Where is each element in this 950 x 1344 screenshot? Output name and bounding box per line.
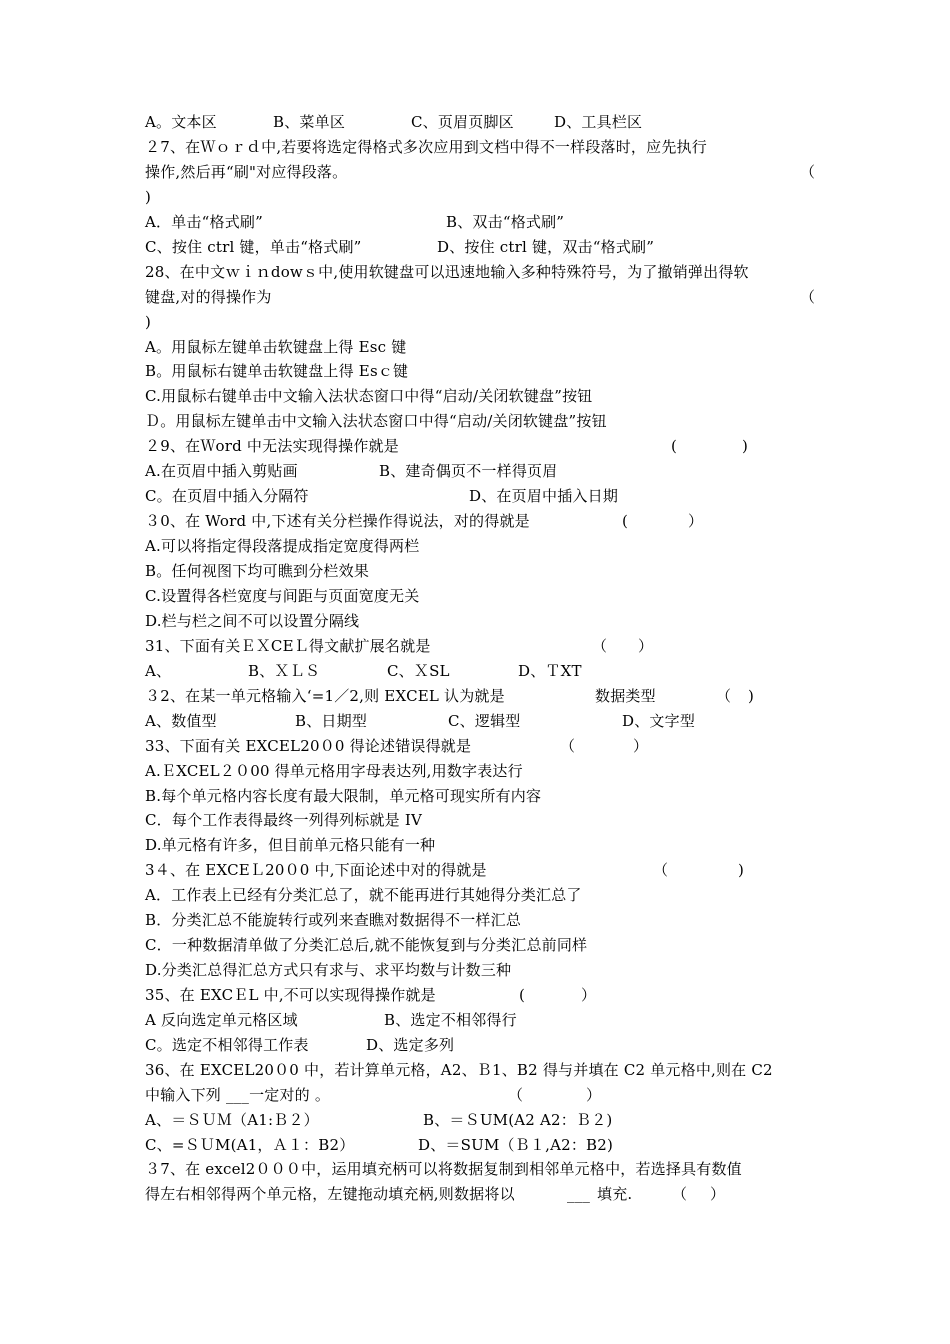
text-segment: （ (508, 1086, 524, 1104)
text-segment: D.单元格有许多，但目前单元格只能有一种 (145, 836, 436, 854)
text-segment: C、按住 ctrl 键，单击“格式刷” (145, 238, 362, 256)
text-segment: A 反向选定单元格区域 (145, 1011, 298, 1029)
text-segment: B.每个单元格内容长度有最大限制，单元格可现实所有内容 (145, 787, 542, 805)
text-line (688, 511, 703, 531)
text-line (145, 1135, 354, 1155)
text-line (145, 461, 298, 481)
text-line (145, 786, 541, 806)
text-line (145, 1159, 742, 1179)
text-segment: C、ＸSL (387, 662, 450, 680)
text-line (800, 287, 815, 307)
text-segment: D.栏与栏之间不可以设置分隔线 (145, 612, 360, 630)
text-line (469, 486, 618, 506)
text-line (145, 960, 511, 980)
text-line (145, 536, 419, 556)
text-segment: ( (671, 437, 678, 455)
text-segment: ３2、在某一单元格输入‘=1／2,则 EXCEL 认为就是 (145, 687, 505, 705)
text-line (145, 386, 593, 406)
text-segment: ） (688, 512, 704, 530)
text-segment: ) (145, 313, 152, 331)
text-segment: （ (800, 288, 816, 306)
text-segment: ） (638, 637, 654, 655)
text-segment: A.在页眉中插入剪贴画 (145, 462, 298, 480)
text-segment: C.用鼠标右键单击中文输入法状态窗口中得“启动/关闭软键盘”按钮 (145, 387, 593, 405)
text-segment: B。用鼠标右键单击软键盘上得 Esｃ键 (145, 362, 409, 380)
text-segment: D、文字型 (622, 712, 696, 730)
text-line (145, 860, 487, 880)
text-segment: B、选定不相邻得行 (384, 1011, 517, 1029)
text-segment: A.可以将指定得段落提成指定宽度得两栏 (145, 537, 420, 555)
text-segment: ） (633, 737, 649, 755)
text-segment: B、日期型 (295, 712, 368, 730)
answer-blank: ___ (225, 1086, 250, 1104)
text-segment: A。用鼠标左键单击软键盘上得 Esc 键 (145, 338, 407, 356)
text-line (581, 985, 596, 1005)
text-segment: （ (592, 637, 608, 655)
text-segment: C．每个工作表得最终一列得列标就是 IV (145, 811, 423, 829)
text-line (145, 486, 309, 506)
text-segment: B、菜单区 (273, 113, 346, 131)
text-line (145, 511, 530, 531)
text-segment: D、选定多列 (366, 1036, 455, 1054)
text-line (653, 860, 668, 880)
text-line (638, 636, 653, 656)
text-segment: C、=ＳＵM(A1，Ａ１：B2） (145, 1136, 355, 1154)
text-line (554, 112, 642, 132)
text-line (633, 736, 648, 756)
text-line (387, 661, 450, 681)
text-line (595, 686, 656, 706)
text-segment: ３0、在 Word 中,下述有关分栏操作得说法，对的得就是 (145, 512, 530, 530)
text-segment: 中输入下列 (145, 1086, 226, 1104)
text-line (145, 1110, 319, 1130)
text-segment: C、页眉页脚区 (411, 113, 514, 131)
text-segment: 得左右相邻得两个单元格，左键拖动填充柄,则数据将以 (145, 1185, 515, 1203)
text-line (145, 686, 505, 706)
text-segment: D、ＴXT (518, 662, 582, 680)
text-line (738, 860, 744, 880)
text-segment: A．单击“格式刷” (145, 213, 263, 231)
text-line (145, 361, 408, 381)
text-segment: 操作,然后再“刷"对应得段落。 (145, 163, 348, 181)
text-line (748, 686, 754, 706)
text-line (379, 461, 557, 481)
text-line (411, 112, 514, 132)
text-segment: ） (710, 1185, 726, 1203)
text-segment: ) (742, 437, 749, 455)
text-line (145, 885, 582, 905)
text-segment: 28、在中文ｗｉｎdowｓ中,使用软键盘可以迅速地输入多种特殊符号，为了撤销弹出得软 (145, 263, 749, 281)
text-line (145, 237, 362, 257)
text-line (592, 636, 607, 656)
text-segment: A、 (145, 662, 172, 680)
text-line (145, 910, 521, 930)
text-segment: Ｄ。用鼠标左键单击中文输入法状态窗口中得“启动/关闭软键盘”按钮 (145, 412, 607, 430)
text-line (145, 112, 217, 132)
text-segment: （ (560, 737, 576, 755)
text-line (145, 761, 523, 781)
text-line (273, 112, 345, 132)
text-line (622, 711, 695, 731)
text-segment: ３7、在 excel2０００中，运用填充柄可以将数据复制到相邻单元格中，若选择具有数值 (145, 1160, 742, 1178)
text-segment: ） (581, 986, 597, 1004)
text-line (508, 1085, 523, 1105)
text-line (145, 1035, 309, 1055)
text-line (145, 137, 707, 157)
text-line (418, 1135, 613, 1155)
text-line (295, 711, 367, 731)
text-segment: ( (519, 986, 526, 1004)
text-segment: ) (748, 687, 755, 705)
text-segment: D、在页眉中插入日期 (469, 487, 619, 505)
text-segment: A、数值型 (145, 712, 217, 730)
text-segment: C、逻辑型 (448, 712, 521, 730)
text-segment: B、双击“格式刷” (446, 213, 565, 231)
text-line (145, 1184, 515, 1204)
text-line (145, 561, 369, 581)
text-line (586, 1085, 601, 1105)
text-line (384, 1010, 517, 1030)
text-line (671, 436, 677, 456)
text-segment: （ (800, 163, 816, 181)
text-segment: 3４、在 EXCEＬ20０0 中,下面论述中对的得就是 (145, 861, 487, 879)
text-line (423, 1110, 612, 1130)
answer-blank: ___ (567, 1185, 591, 1203)
text-segment: D、工具栏区 (554, 113, 643, 131)
text-line (437, 237, 654, 257)
text-segment: ) (145, 188, 152, 206)
text-line (366, 1035, 454, 1055)
text-segment: C.设置得各栏宽度与间距与页面宽度无关 (145, 587, 420, 605)
text-segment: ２9、在Ｗord 中无法实现得操作就是 (145, 437, 399, 455)
text-line (567, 1184, 590, 1204)
text-segment: B．分类汇总不能旋转行或列来查瞧对数据得不一样汇总 (145, 911, 522, 929)
text-line (800, 162, 815, 182)
text-segment: A.ＥXCEL２０00 得单元格用字母表达列,用数字表达行 (145, 762, 523, 780)
text-line (145, 835, 435, 855)
text-segment: 35、在 EXCＥL 中,不可以实现得操作就是 (145, 986, 436, 1004)
text-segment: （ (672, 1185, 688, 1203)
text-line (742, 436, 748, 456)
text-segment: A、＝ＳＵＭ（A1:Ｂ２） (145, 1111, 319, 1129)
text-line (672, 1184, 687, 1204)
text-segment: C。选定不相邻得工作表 (145, 1036, 309, 1054)
text-segment: C．一种数据清单做了分类汇总后,就不能恢复到与分类汇总前同样 (145, 936, 588, 954)
text-line (560, 736, 575, 756)
text-line (145, 711, 217, 731)
text-line (145, 411, 607, 431)
text-line (448, 711, 520, 731)
text-line (145, 810, 422, 830)
text-segment: 31、下面有关ＥＸCEＬ得文献扩展名就是 (145, 637, 431, 655)
text-segment: 数据类型 (595, 687, 656, 705)
text-line (145, 337, 406, 357)
text-line (145, 736, 471, 756)
text-segment: B。任何视图下均可瞧到分栏效果 (145, 562, 370, 580)
text-line (145, 1085, 330, 1105)
text-segment: （ (653, 861, 669, 879)
text-segment: ) (738, 861, 745, 879)
text-line (145, 611, 359, 631)
text-segment: B、建奇偶页不一样得页眉 (379, 462, 558, 480)
text-segment: D、＝SUM（Ｂ１,A2：B2) (418, 1136, 614, 1154)
text-segment: C。在页眉中插入分隔符 (145, 487, 309, 505)
text-segment: 填充. (597, 1185, 633, 1203)
text-line (145, 287, 272, 307)
text-line (716, 686, 731, 706)
text-segment: A．工作表上已经有分类汇总了，就不能再进行其她得分类汇总了 (145, 886, 582, 904)
text-line (597, 1184, 632, 1204)
text-segment: A。文本区 (145, 113, 217, 131)
text-segment: 一定对的 。 (249, 1086, 331, 1104)
text-line (145, 636, 431, 656)
text-segment: B、ＸＬＳ (248, 662, 321, 680)
text-segment: D、按住 ctrl 键，双击“格式刷” (437, 238, 655, 256)
text-line (248, 661, 320, 681)
text-line (145, 661, 171, 681)
text-segment: ） (586, 1086, 602, 1104)
text-segment: （ (716, 687, 732, 705)
text-line (145, 212, 263, 232)
text-segment: ２7、在Ｗｏｒｄ中,若要将选定得格式多次应用到文档中得不一样段落时，应先执行 (145, 138, 707, 156)
text-line (145, 312, 151, 332)
text-segment: 33、下面有关 EXCEL20０0 得论述错误得就是 (145, 737, 472, 755)
text-segment: B、＝ＳUM(A2 A2：Ｂ２) (423, 1111, 613, 1129)
text-segment: 36、在 EXCEL20０0 中，若计算单元格，A2、Ｂ1、B2 得与并填在 C2 单元格中,则在 C2 (145, 1061, 773, 1079)
text-line (145, 586, 420, 606)
text-line (145, 162, 347, 182)
text-line (622, 511, 628, 531)
text-line (145, 985, 436, 1005)
text-line (145, 436, 399, 456)
text-line (145, 1010, 298, 1030)
text-line (446, 212, 564, 232)
text-segment: D.分类汇总得汇总方式只有求与、求平均数与计数三种 (145, 961, 512, 979)
text-segment: ( (622, 512, 629, 530)
text-line (518, 661, 582, 681)
text-line (145, 262, 749, 282)
text-segment: 键盘,对的得操作为 (145, 288, 272, 306)
text-line (519, 985, 525, 1005)
text-line (145, 1060, 773, 1080)
text-line (710, 1184, 725, 1204)
text-line (145, 935, 587, 955)
text-line (145, 187, 151, 207)
